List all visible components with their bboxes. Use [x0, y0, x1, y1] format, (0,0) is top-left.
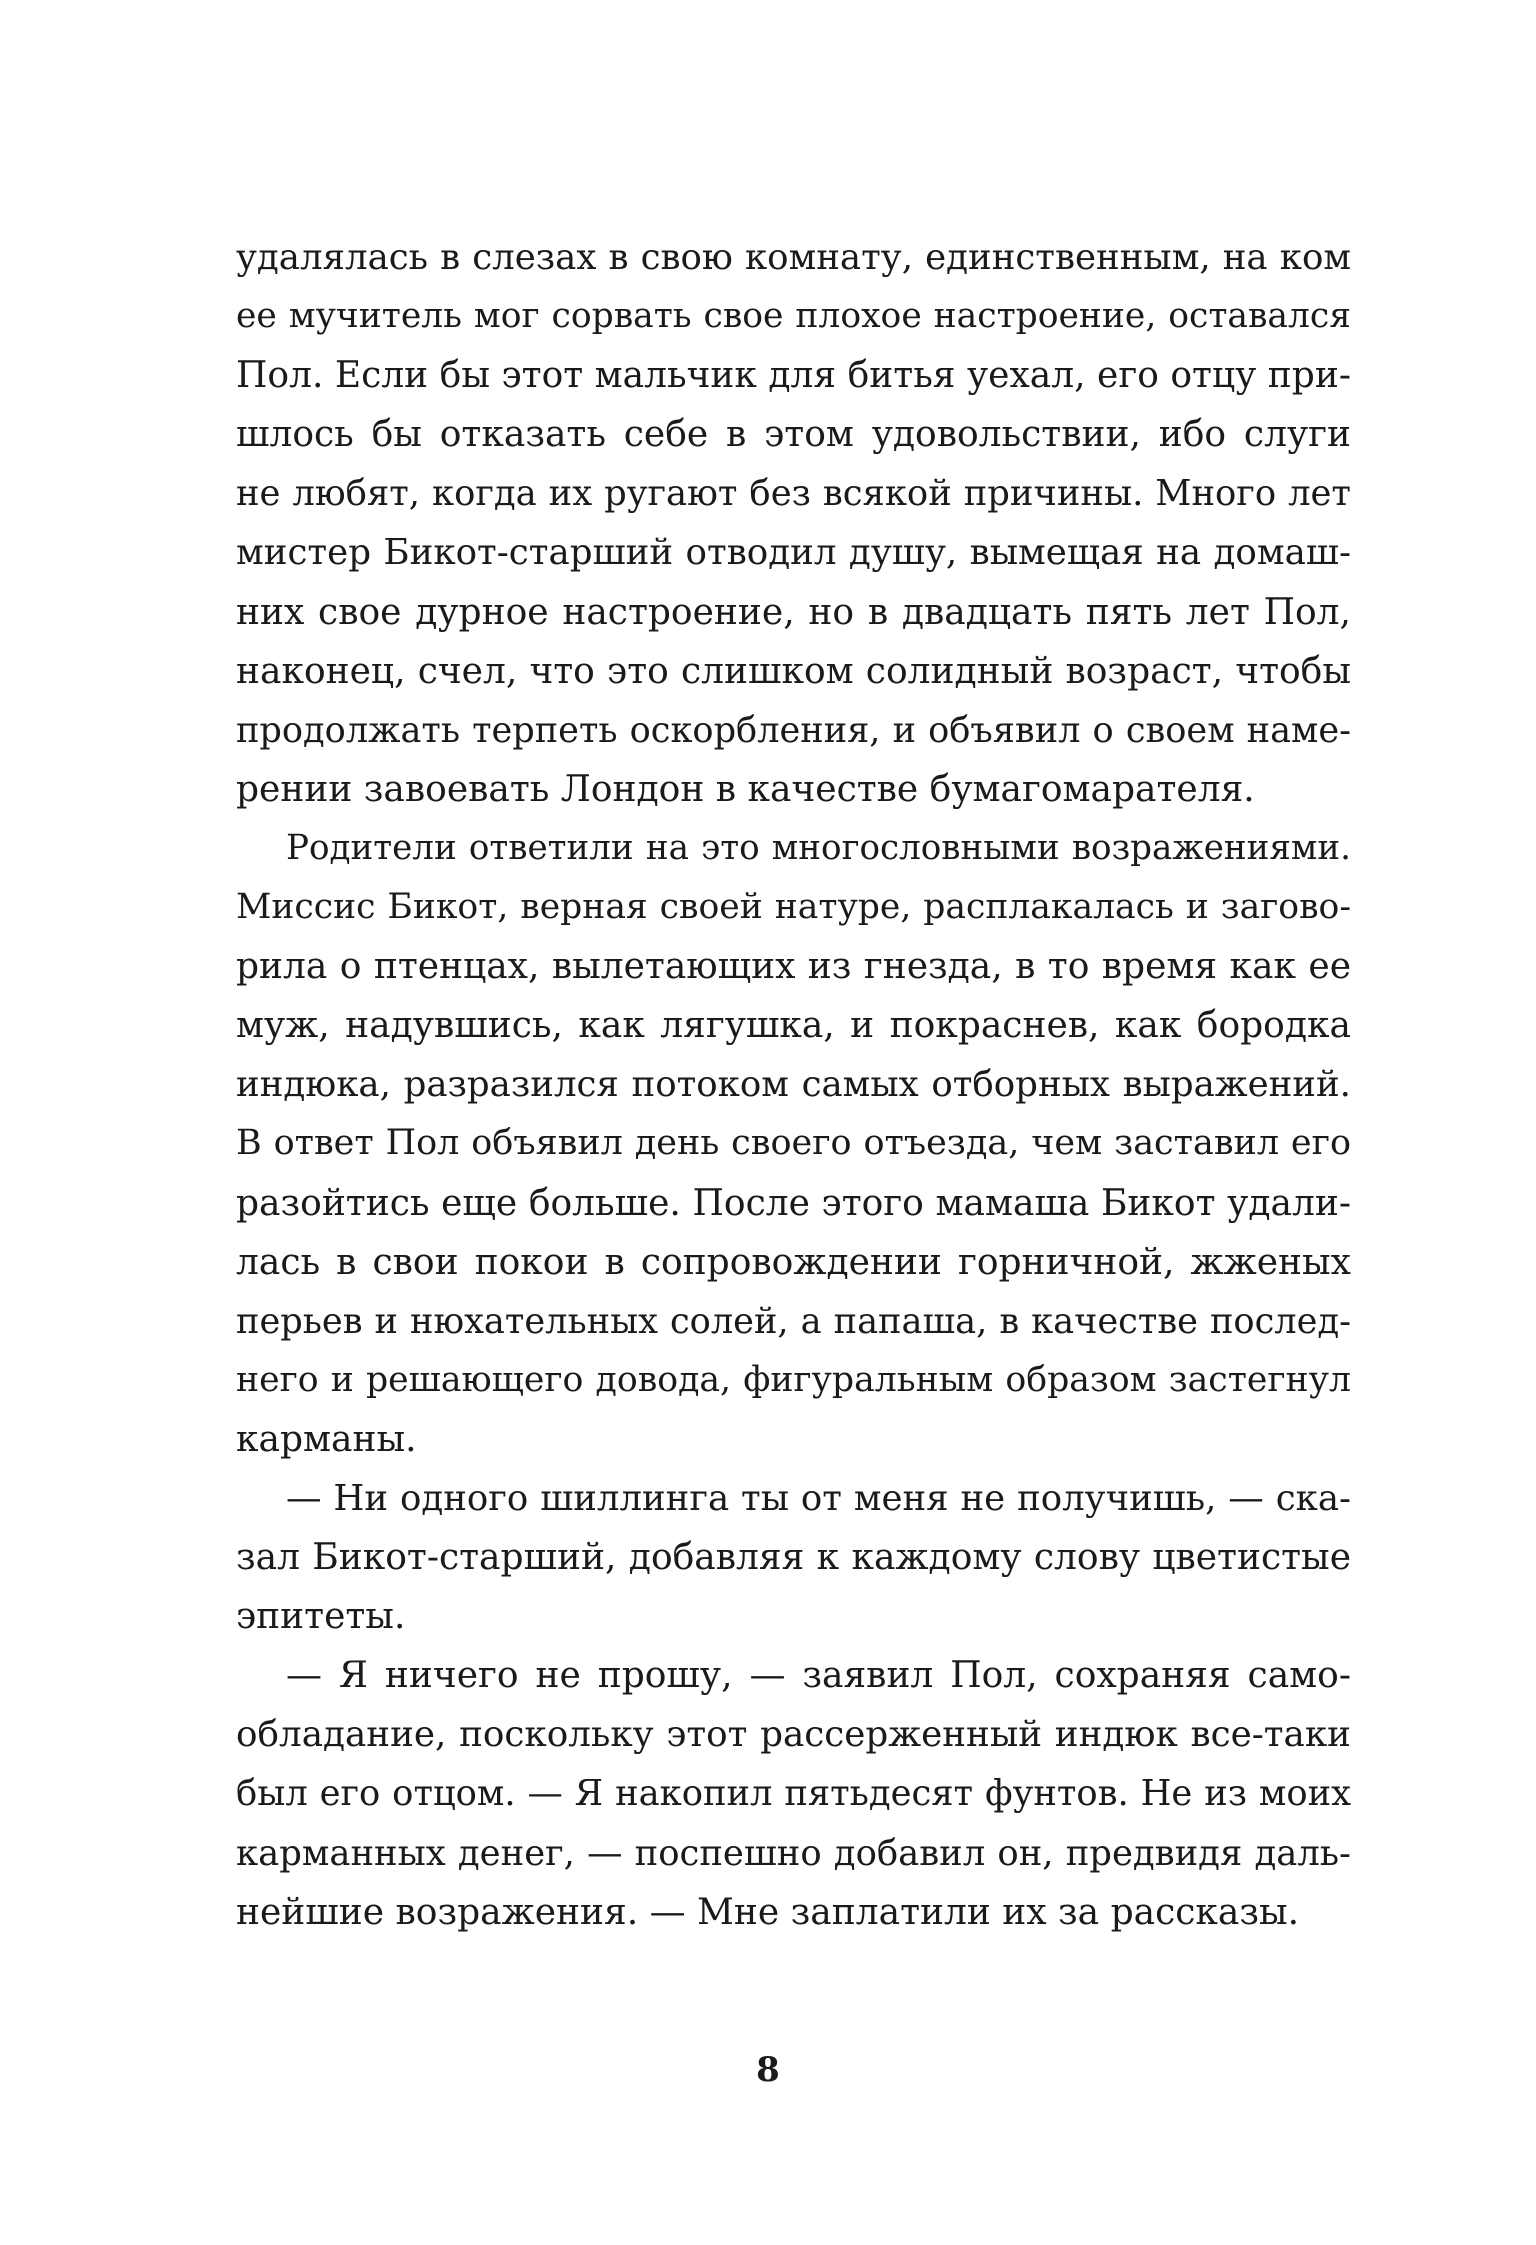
text-line: ее мучитель мог сорвать свое плохое настроение, оставался — [236, 296, 1351, 337]
text-line: лась в свои покои в сопровождении горничной, жженых — [236, 1241, 1351, 1283]
text-line: перьев и нюхательных солей, а папаша, в качестве послед- — [236, 1300, 1351, 1342]
text-line: шлось бы отказать себе в этом удовольствии, ибо слуги — [236, 414, 1351, 456]
text-line: обладание, поскольку этот рассерженный индюк все-таки — [236, 1714, 1351, 1756]
text-line: эпитеты. — [236, 1596, 406, 1638]
text-line: удалялась в слезах в свою комнату, единственным, на ком — [236, 237, 1351, 278]
text-line: индюка, разразился потоком самых отборных выражений. — [236, 1064, 1351, 1106]
text-line: него и решающего довода, фигуральным образом застегнул — [236, 1359, 1351, 1400]
text-line: мистер Бикот-старший отводил душу, вымещая на домаш- — [236, 532, 1351, 574]
text-line: нейшие возражения. — Мне заплатили их за рассказы. — [236, 1891, 1300, 1933]
text-line: не любят, когда их ругают без всякой причины. Много лет — [236, 473, 1351, 515]
text-line: рении завоевать Лондон в качестве бумагомарателя. — [236, 768, 1255, 810]
text-line: — Я ничего не прошу, — заявил Пол, сохраняя само- — [286, 1655, 1351, 1697]
text-line: карманных денег, — поспешно добавил он, предвидя даль- — [236, 1832, 1351, 1874]
text-line: Пол. Если бы этот мальчик для битья уехал, его отцу при- — [236, 355, 1351, 397]
text-line: продолжать терпеть оскорбления, и объявил о своем наме- — [236, 709, 1351, 751]
text-line: них свое дурное настроение, но в двадцать пять лет Пол, — [236, 591, 1351, 633]
text-line: муж, надувшись, как лягушка, и покраснев, как бородка — [236, 1005, 1351, 1047]
body-text — [236, 228, 1351, 1942]
text-line: Миссис Бикот, верная своей натуре, расплакалась и загово- — [236, 887, 1351, 928]
text-line: Родители ответили на это многословными возражениями. — [286, 827, 1351, 868]
text-line: карманы. — [236, 1418, 417, 1460]
text-line: наконец, счел, что это слишком солидный возраст, чтобы — [236, 650, 1351, 692]
text-line: был его отцом. — Я накопил пятьдесят фунтов. Не из моих — [236, 1773, 1351, 1815]
text-line: — Ни одного шиллинга ты от меня не получишь, — ска- — [286, 1477, 1351, 1519]
text-line: рила о птенцах, вылетающих из гнезда, в то время как ее — [236, 946, 1351, 988]
text-line: разойтись еще больше. После этого мамаша Бикот удали- — [236, 1182, 1351, 1224]
page-number: 8 — [756, 2050, 780, 2090]
text-line: зал Бикот-старший, добавляя к каждому слову цветистые — [236, 1537, 1351, 1579]
text-line: В ответ Пол объявил день своего отъезда, чем заставил его — [236, 1123, 1351, 1164]
